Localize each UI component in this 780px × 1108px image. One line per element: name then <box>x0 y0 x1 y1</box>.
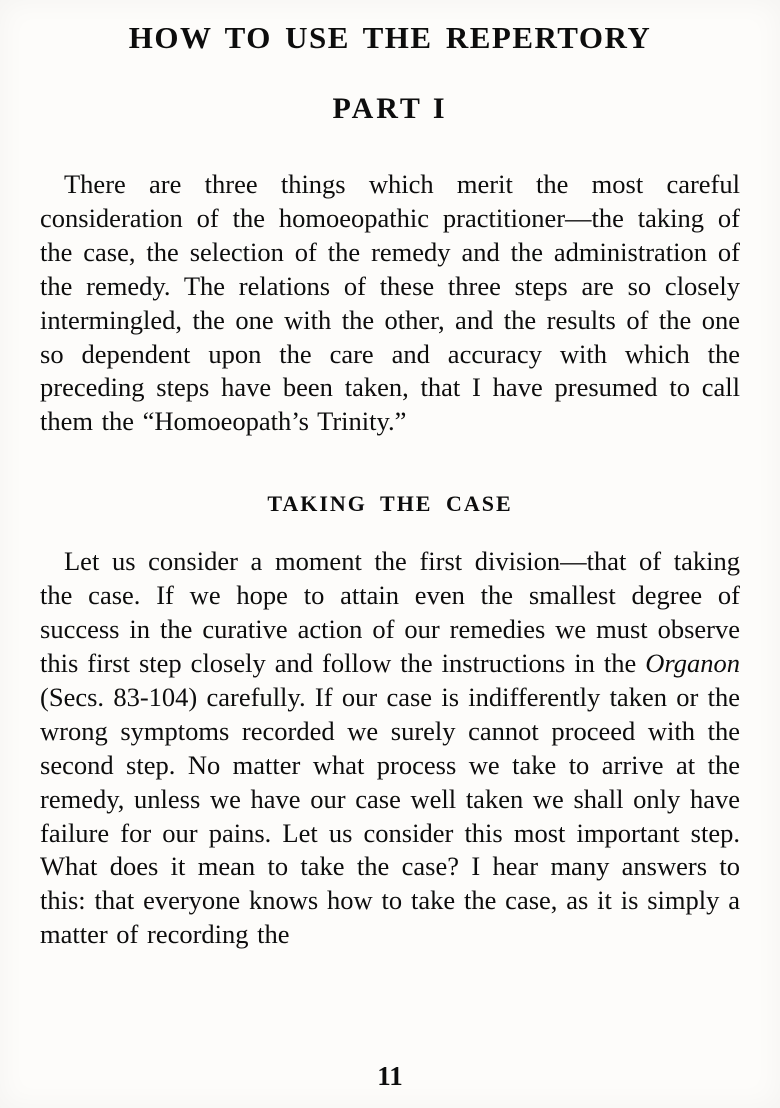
italic-book-title: Organon <box>645 647 740 678</box>
paragraph-text-after-italic: (Secs. 83-104) carefully. If our case is indifferently taken or the wrong symptoms recorded we surely cannot proceed with the second step. No matter what process we take to arrive at the remedy, unless we have our case well taken we shall only have failure for our pains. Let us consider this most important step. What does it mean to take the case? I hear many answers to this: that everyone knows how to take the case, as it is simply a matter of recording the <box>40 681 740 950</box>
page-number: 11 <box>377 1061 403 1091</box>
section-heading-taking-the-case: TAKING THE CASE <box>267 491 513 517</box>
page-title: HOW TO USE THE REPERTORY <box>128 20 652 55</box>
paragraph-taking-the-case <box>40 545 740 952</box>
paragraph-intro: There are three things which merit the most careful consideration of the homoeopathic practitioner—the taking of the case, the selection of the remedy and the administration of the remedy. The relations of these three steps are so closely intermingled, the one with the other, and the results of the one so dependent upon the care and accuracy with which the preceding steps have been taken, that I have presumed to call them the “Homoeopath’s Trinity.” <box>40 169 740 437</box>
paragraph-text-before-italic: Let us consider a moment the first division—that of taking the case. If we hope to attain even the smallest degree of success in the curative action of our remedies we must observe this first step closely and follow the instructions in the <box>40 546 740 678</box>
part-heading: PART I <box>332 92 448 125</box>
